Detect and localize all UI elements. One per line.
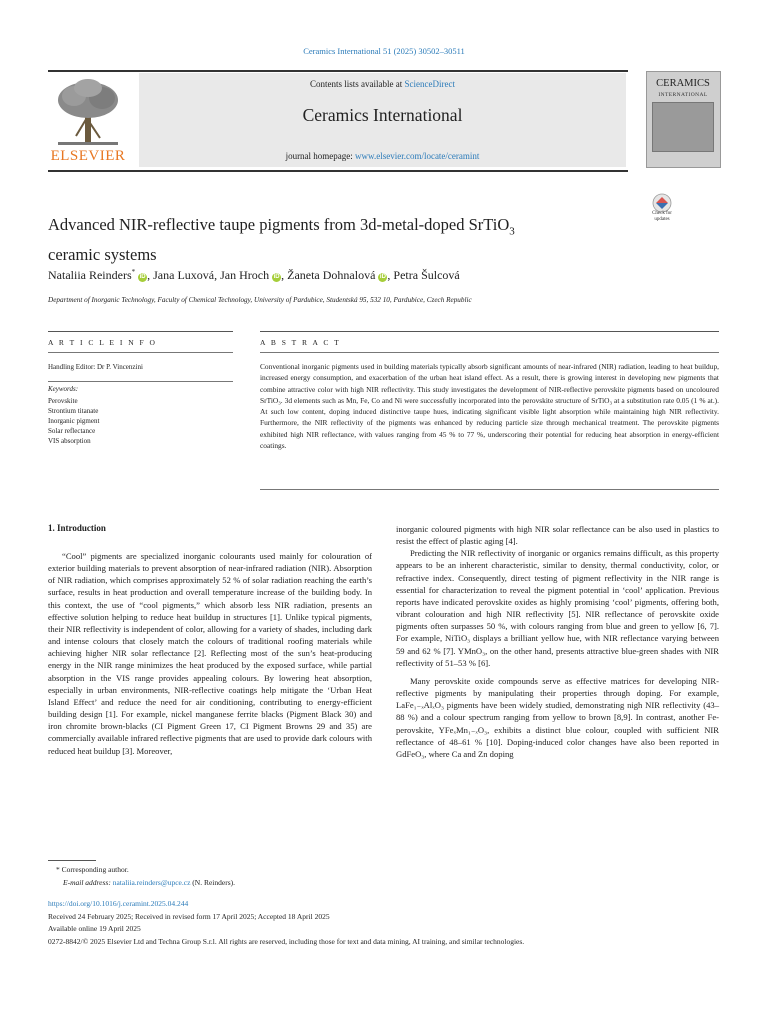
affiliation: Department of Inorganic Technology, Faculty of Chemical Technology, University of Pardubice, Studentská 95, 532 10, Pardubice, Czech Republic bbox=[48, 296, 472, 304]
contents-line bbox=[139, 79, 626, 89]
elsevier-wordmark: ELSEVIER bbox=[50, 148, 126, 164]
homepage-line bbox=[139, 151, 626, 161]
crossmark-label: Check for updates bbox=[652, 211, 672, 222]
keywords-rule bbox=[48, 381, 233, 382]
available-online: Available online 19 April 2025 bbox=[48, 924, 141, 933]
abstract-rule bbox=[260, 331, 719, 332]
homepage-link[interactable]: www.elsevier.com/locate/ceramint bbox=[355, 151, 480, 161]
journal-title: Ceramics International bbox=[302, 105, 463, 125]
keyword: Inorganic pigment bbox=[48, 417, 100, 425]
abstract-rule bbox=[260, 352, 719, 353]
body-paragraph: Many perovskite oxide compounds serve as effective matrices for developing NIR-reflective pigments by manipulating their properties through doping. For example, LaFe₁₋ₓAlₓO₃ pigments have been widely studied, demonstrating nigh NIR reflectivity (43–88 %) and a colour spectrum ranging from yellow to brown [8,9]. In contrast, another Fe-perovskite, YFeₓMn₁₋ₓO₃, exhibits a distinct blue colour, coupled with sufficient NIR reflectance of 48–61 % [10]. Doping-induced color changes have also been reported in GdFeO₃, where Ca and Zn doping bbox=[396, 675, 719, 759]
title-main: Advanced NIR-reflective taupe pigments from 3d-metal-doped SrTiO bbox=[48, 215, 510, 234]
author-name[interactable]: Nataliia Reinders bbox=[48, 268, 132, 282]
cover-image bbox=[652, 102, 714, 152]
orcid-icon[interactable]: iD bbox=[139, 274, 146, 280]
keyword: Solar reflectance bbox=[48, 427, 96, 435]
body-paragraph: Predicting the NIR reflectivity of inorganic or organics remains difficult, as this property appears to be an inherent characteristic, similar to density, thermal conductivity, color, or refractive index. Consequently, direct testing of pigment reflectivity in the NIR range is essential for characterization to reveal the pigment potential in ‘cool’ application. Previous reports have indicated perovskite oxides as highly promising ‘cool’ pigments, offering both, vibrant colouration and high NIR reflectivity [5]. NIR reflectance of perovskite oxide pigments often surpasses 50 %, with colours ranging from blue and green to yellow [6, 7]. For example, NiTiO₃ displays a brilliant yellow hue, with NIR reflectance varying between 59 and 62 % [7]. YMnO₃, on the other hand, presents attractive blue-green shades with NIR reflectivity of 51–53 % [6]. bbox=[396, 548, 719, 668]
received-dates: Received 24 February 2025; Received in revised form 17 April 2025; Accepted 18 April 2025 bbox=[48, 912, 330, 921]
section-heading: 1. Introduction bbox=[48, 523, 106, 533]
copyright-notice: 0272-8842/© 2025 Elsevier Ltd and Techna Group S.r.l. All rights are reserved, including those for text and data mining, AI training, and similar technologies. bbox=[48, 937, 525, 946]
keyword: Perovskite bbox=[48, 397, 78, 405]
cover-subtitle: INTERNATIONAL bbox=[658, 92, 708, 98]
doi-link[interactable]: https://doi.org/10.1016/j.ceramint.2025.04.244 bbox=[48, 899, 189, 908]
orcid-icon[interactable]: iD bbox=[379, 274, 386, 280]
sciencedirect-link[interactable]: ScienceDirect bbox=[404, 79, 455, 89]
keyword: VIS absorption bbox=[48, 437, 91, 445]
email-suffix: (N. Reinders). bbox=[190, 878, 235, 887]
journal-reference[interactable]: Ceramics International 51 (2025) 30502–30511 bbox=[303, 46, 465, 56]
body-column-right bbox=[396, 523, 719, 760]
abstract-rule bbox=[260, 489, 719, 490]
homepage-prefix: journal homepage: bbox=[285, 151, 356, 161]
abstract-text: Conventional inorganic pigments used in building materials typically absorb significant amounts of near-infrared (NIR) radiation, leading to heat buildup, increased energy consumption, and exacerbation of the urban heat island effect. As a result, there is growing interest in developing new pigments that combine attractive color with high NIR reflectivity. This study investigates the development of NIR-reflective perovskite pigments based on uncoloured SrTiO₃. 3d elements such as Mn, Fe, Co and Ni were successfully incorporated into the perovskite structure of SrTiO₃ at a substitution rate 0.05 (1 % at.). At such low content, doping induced distinctive taupe hues, indicating significant visible light absorption while maintaining high NIR reflectivity. Furthermore, the NIR reflectivity of the pigments was enhanced by reducing particle size through mechanical treatment. The perovskite pigments exhibited high NIR reflectance, with values ranging from 45 % to 77 %, underscoring their potential for reducing heat absorption in energy-efficient coatings. bbox=[260, 362, 719, 451]
corresponding-author-note: * Corresponding author. bbox=[56, 865, 129, 874]
article-info-rule bbox=[48, 331, 233, 332]
orcid-icon[interactable]: iD bbox=[273, 274, 280, 280]
email-link[interactable]: nataliia.reinders@upce.cz bbox=[112, 878, 191, 887]
footnote-rule bbox=[48, 860, 96, 861]
contents-prefix: Contents lists available at bbox=[310, 79, 405, 89]
body-paragraph: inorganic coloured pigments with high NIR solar reflectance can be also used in plastics to resist the effect of plastic aging [4]. bbox=[396, 524, 719, 547]
keyword: Strontium titanate bbox=[48, 407, 99, 415]
title-end: ceramic systems bbox=[48, 245, 157, 265]
email-label: E-mail address: bbox=[63, 878, 113, 887]
body-paragraph: “Cool” pigments are specialized inorganic colourants used mainly for colouration of exterior building materials to prevent absorption of near-infrared radiation (NIR). Absorption of NIR radiation, which comprises approximately 52 % of solar radiation reaching the earth’s surface, results in heat production and overall temperature increase of the building body. In this context, the use of “cool pigments,” which absorb less NIR radiation, presents an effective solution helping to reduce heat buildup in structures [1]. Unlike typical pigments, their NIR reflectivity is independent of color, allowing for a variety of shades, including dark and intense colours that closely match the colours of traditional roofing materials while achieving higher NIR solar reflectance [2]. Reflecting most of the sun’s heat-producing energy in the NIR range minimizes the heat produced by the exposed surface, while partial absorption in the VIS range provides appealing colours. By lowering heat absorption, especially in urban environments, NIR-reflective coatings help mitigate the ‘Urban Heat Island Effect’ and reduce the need for air conditioning, contributing to energy-efficient building design [1]. For example, nickel manganese ferrite blacks (Pigment Black 30) and iron chromite brown-blacks (CI Pigment Green 17, CI Pigment Browns 29 and 35) are commercially available infrared reflective pigments that are used to provide dark colours with reduced heat buildup [3]. Moreover, bbox=[48, 551, 372, 756]
header-bottom-rule bbox=[48, 170, 628, 172]
cover-title: CERAMICS bbox=[656, 78, 710, 89]
header-top-rule bbox=[48, 70, 628, 72]
keywords-list bbox=[48, 396, 99, 446]
article-title bbox=[48, 213, 608, 266]
author-list: Nataliia Reinders* iD , Jana Luxová, Jan Hroch iD , Žaneta Dohnalová iD , Petra Šulcová bbox=[48, 268, 460, 282]
corresponding-mark: * bbox=[131, 268, 136, 276]
title-subscript: 3 bbox=[509, 225, 515, 238]
author-name[interactable]: Jan Hroch bbox=[220, 268, 270, 282]
body-column-left bbox=[48, 550, 372, 757]
keywords-heading: Keywords: bbox=[48, 385, 79, 393]
author-name[interactable]: Žaneta Dohnalová bbox=[287, 268, 376, 282]
email-note bbox=[63, 878, 235, 887]
author-name[interactable]: Jana Luxová bbox=[153, 268, 215, 282]
abstract-heading: A B S T R A C T bbox=[260, 338, 341, 347]
author-name[interactable]: Petra Šulcová bbox=[393, 268, 460, 282]
article-info-rule bbox=[48, 352, 233, 353]
article-info-heading: A R T I C L E I N F O bbox=[48, 338, 157, 347]
handling-editor: Handling Editor: Dr P. Vincenzini bbox=[48, 363, 143, 371]
